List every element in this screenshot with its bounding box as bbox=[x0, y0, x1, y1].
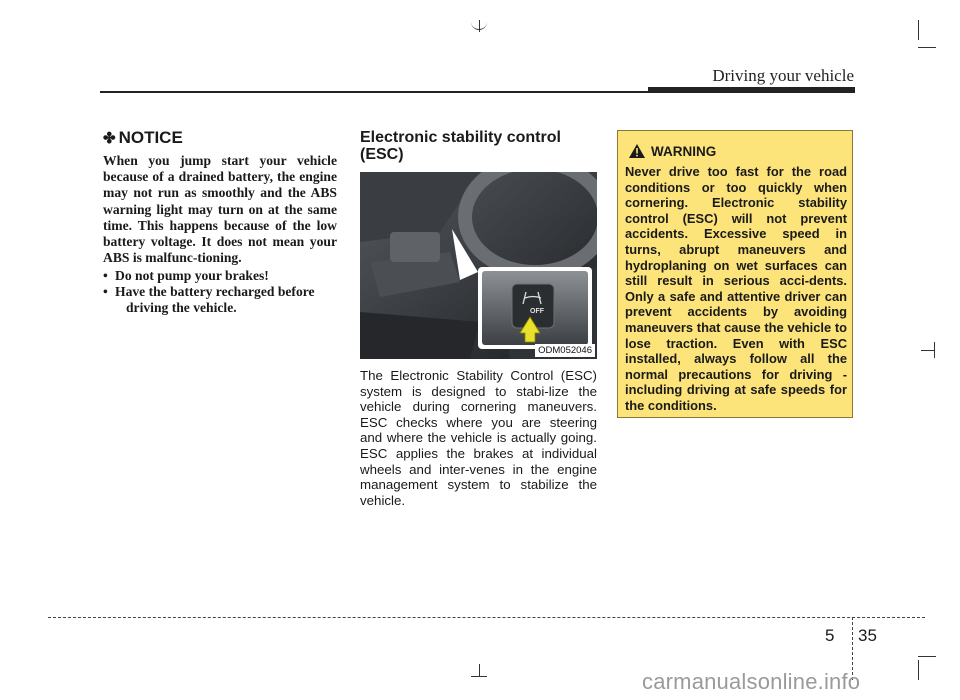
list-item bbox=[103, 284, 343, 316]
bullet-icon: • bbox=[103, 284, 108, 300]
esc-description: The Electronic Stability Control (ESC) system is designed to stabi-lize the vehicle during cornering maneuvers. ESC checks where you are steering and where the vehicle is actually going. ESC applies the brakes at individual wheels and inter-venes in the engine management system to stabilize the vehicle. bbox=[360, 368, 597, 508]
section-header: Driving your vehicle bbox=[712, 66, 854, 85]
watermark: carmanualsonline.info bbox=[642, 669, 861, 694]
notice-body: When you jump start your vehicle because of a drained battery, the engine may not run as smoothly and the ABS warning light may turn on at the same time. This happens because of the low battery voltage. It does not mean your ABS is malfunc-tioning. bbox=[103, 153, 337, 266]
list-item bbox=[103, 268, 343, 284]
list-item-text-continued: driving the vehicle. bbox=[126, 300, 237, 316]
esc-dashboard-photo bbox=[360, 172, 597, 359]
warning-triangle-icon bbox=[629, 144, 645, 161]
list-item-text: Have the battery recharged before bbox=[115, 284, 315, 300]
warning-text: Never drive too fast for the road conditions or too quickly when cornering. Electronic stability control (ESC) will not prevent accidents. Excessive speed in turns, abrupt maneuvers and hydroplaning on wet surfaces can still result in serious acci-dents. Only a safe and attentive driver can prevent accidents by avoiding maneuvers that cause the vehicle to lose traction. Even with ESC installed, always follow all the normal precautions for driving - including driving at safe speeds for the conditions. bbox=[625, 164, 847, 413]
bullet-icon: • bbox=[103, 268, 108, 283]
dashboard-illustration bbox=[360, 172, 597, 359]
figure-caption: ODM052046 bbox=[535, 344, 595, 357]
notice-list bbox=[103, 268, 343, 317]
notice-title bbox=[103, 128, 183, 148]
section-number: 5 bbox=[825, 626, 835, 645]
warning-heading bbox=[629, 144, 716, 161]
esc-off-label: OFF bbox=[530, 308, 544, 315]
esc-heading: Electronic stability control (ESC) bbox=[360, 129, 561, 163]
header-rule-accent bbox=[648, 87, 855, 93]
cross-star-icon: ✤ bbox=[103, 130, 116, 147]
notice-title-text: NOTICE bbox=[118, 128, 183, 147]
page-number: 35 bbox=[858, 626, 877, 645]
footer-rule bbox=[48, 617, 925, 618]
list-item-text: Do not pump your brakes! bbox=[115, 268, 269, 283]
warning-title: WARNING bbox=[651, 144, 717, 159]
warning-box bbox=[617, 130, 853, 418]
